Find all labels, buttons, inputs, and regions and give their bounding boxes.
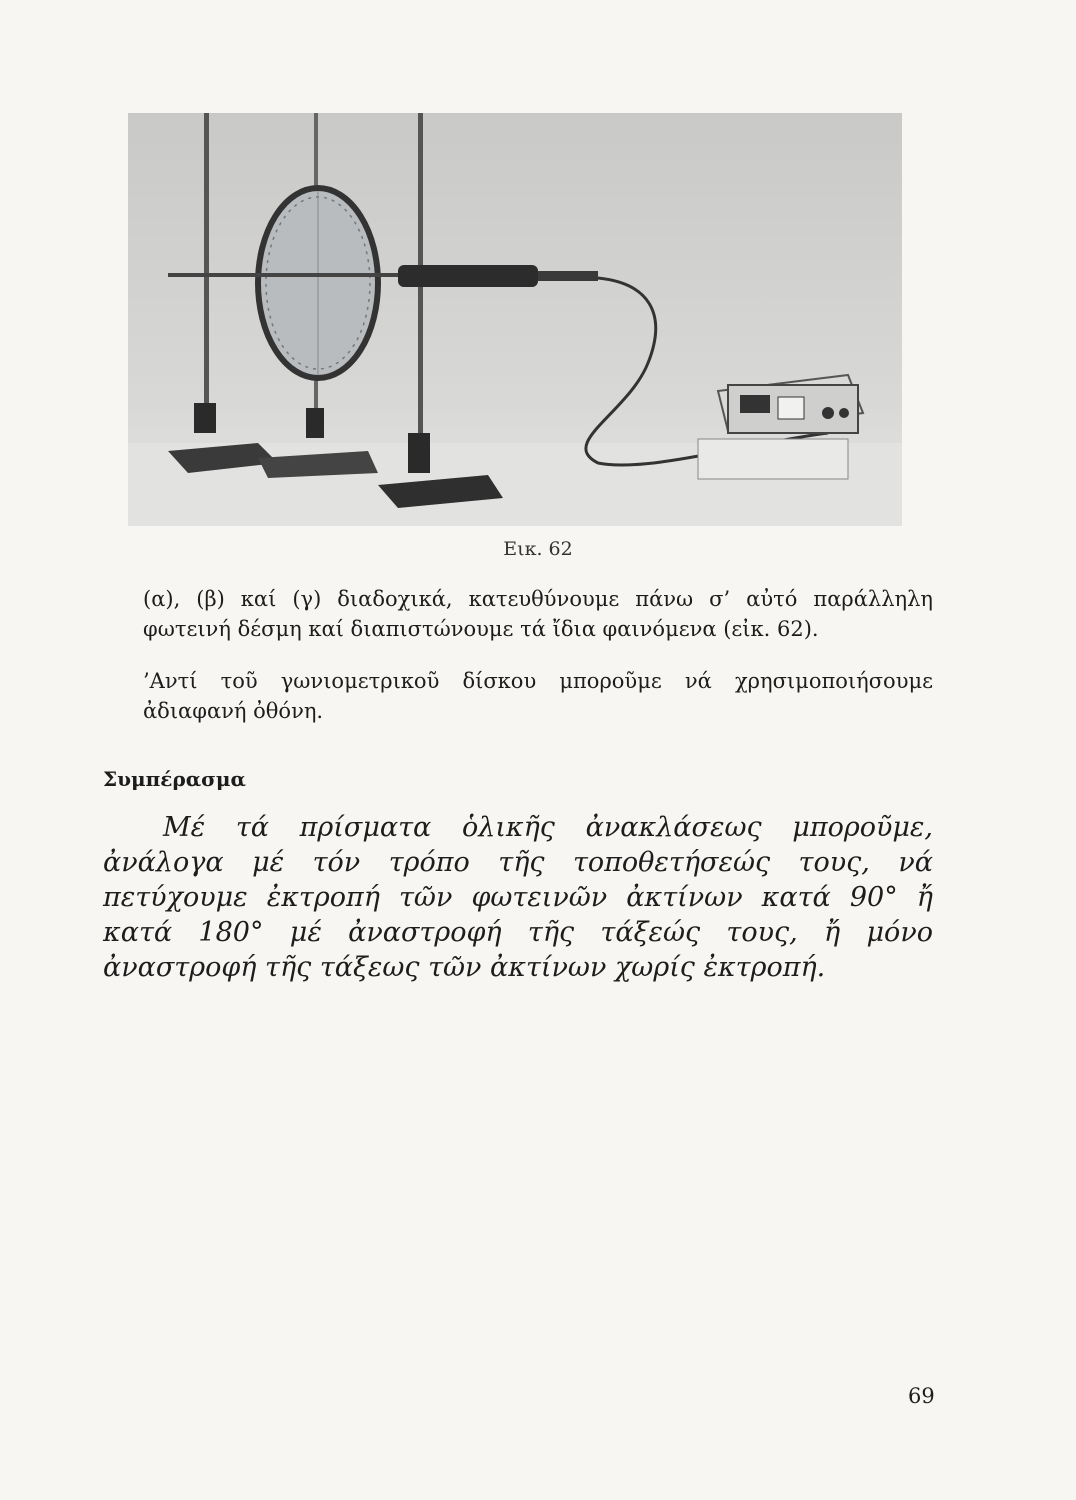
figure-photo (128, 113, 902, 526)
optics-apparatus-photo-icon (128, 113, 902, 526)
figure-caption: Εικ. 62 (503, 538, 573, 560)
section-heading: Συμπέρασμα (103, 767, 246, 791)
conclusion-text: Μέ τά πρίσματα ὁλικῆς ἀνακλάσεως μποροῦμε, ἀνάλογα μέ τόν τρόπο τῆς τοποθετήσεώς τους, νά πετύχουμε ἐκτροπή τῶν φωτεινῶν ἀκτίνων κατά 90° ἤ κατά 180° μέ ἀναστροφή τῆς τάξεώς τους, ἤ μόνο ἀναστροφή τῆς τάξεως τῶν ἀκτίνων χωρίς ἐκτροπή. (103, 812, 933, 983)
body-paragraph: ’Αντί τοῦ γωνιομετρικοῦ δίσκου μποροῦμε νά χρησιμοποιήσουμε ἀδιαφανή ὀθόνη. (143, 669, 933, 723)
page-number: 69 (908, 1384, 935, 1408)
body-paragraph: (α), (β) καί (γ) διαδοχικά, κατευθύνουμε πάνω σ’ αὐτό παράλληλη φωτεινή δέσμη καί διαπιστώνουμε τά ἴδια φαινόμενα (εἰκ. 62). (143, 587, 933, 641)
